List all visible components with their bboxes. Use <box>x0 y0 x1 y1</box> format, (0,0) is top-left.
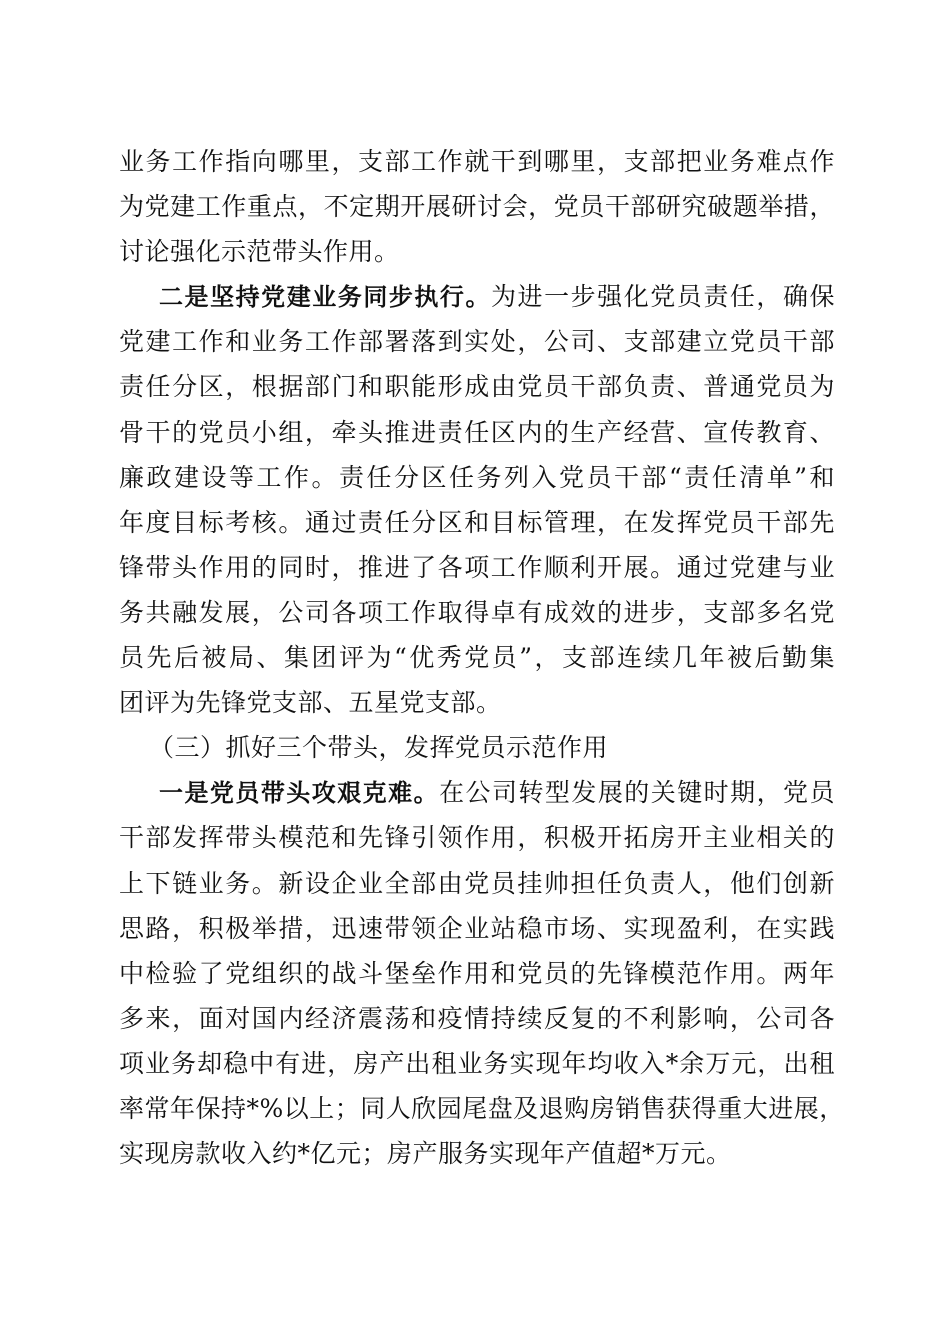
paragraph-1-line-1: 业务工作指向哪里，支部工作就干到哪里，支部把业务难点作 <box>119 147 835 176</box>
paragraph-2-lead: 二是坚持党建业务同步执行。 <box>159 283 492 312</box>
paragraph-3-line-1-rest: 在公司转型发展的关键时期，党员 <box>439 778 835 808</box>
paragraph-2-line-3: 责任分区，根据部门和职能形成由党员干部负责、普通党员为 <box>119 372 835 402</box>
paragraph-3-line-8: 率常年保持*%以上；同人欣园尾盘及退购房销售获得重大进展， <box>119 1093 845 1123</box>
paragraph-2-line-8: 务共融发展，公司各项工作取得卓有成效的进步，支部多名党 <box>119 597 835 627</box>
paragraph-2-line-9: 员先后被局、集团评为“优秀党员”，支部连续几年被后勤集 <box>119 643 835 673</box>
paragraph-2-line-4: 骨干的党员小组，牵头推进责任区内的生产经营、宣传教育、 <box>119 417 835 447</box>
paragraph-3-line-7: 项业务却稳中有进，房产出租业务实现年均收入*余万元，出租 <box>119 1048 835 1078</box>
paragraph-2-line-6: 年度目标考核。通过责任分区和目标管理，在发挥党员干部先 <box>119 507 835 537</box>
paragraph-2-line-2: 党建工作和业务工作部署落到实处，公司、支部建立党员干部 <box>119 327 835 357</box>
body-text <box>119 139 845 1176</box>
paragraph-3-lead: 一是党员带头攻艰克难。 <box>159 779 440 808</box>
paragraph-2-line-1 <box>119 274 835 319</box>
paragraph-1-line-3: 讨论强化示范带头作用。 <box>119 237 400 267</box>
paragraph-2-line-7: 锋带头作用的同时，推进了各项工作顺利开展。通过党建与业 <box>119 552 835 582</box>
paragraph-3-line-9: 实现房款收入约*亿元；房产服务实现年产值超*万元。 <box>119 1139 732 1169</box>
paragraph-3-line-1 <box>119 770 835 815</box>
paragraph-3-line-4: 思路，积极举措，迅速带领企业站稳市场、实现盈利，在实践 <box>119 913 835 943</box>
paragraph-1-line-2: 为党建工作重点，不定期开展研讨会，党员干部研究破题举措， <box>119 192 835 222</box>
paragraph-3-line-5: 中检验了党组织的战斗堡垒作用和党员的先锋模范作用。两年 <box>119 958 835 988</box>
paragraph-2-line-1-rest: 为进一步强化党员责任，确保 <box>491 282 835 312</box>
paragraph-2-line-10: 团评为先锋党支部、五星党支部。 <box>119 688 502 718</box>
paragraph-2-line-5: 廉政建设等工作。责任分区任务列入党员干部“责任清单”和 <box>119 462 835 492</box>
paragraph-3-line-2: 干部发挥带头模范和先锋引领作用，积极开拓房开主业相关的 <box>119 823 835 853</box>
section-heading: （三）抓好三个带头，发挥党员示范作用 <box>149 733 609 763</box>
paragraph-3-line-6: 多来，面对国内经济震荡和疫情持续反复的不利影响，公司各 <box>119 1003 835 1033</box>
paragraph-3-line-3: 上下链业务。新设企业全部由党员挂帅担任负责人，他们创新 <box>119 868 835 898</box>
